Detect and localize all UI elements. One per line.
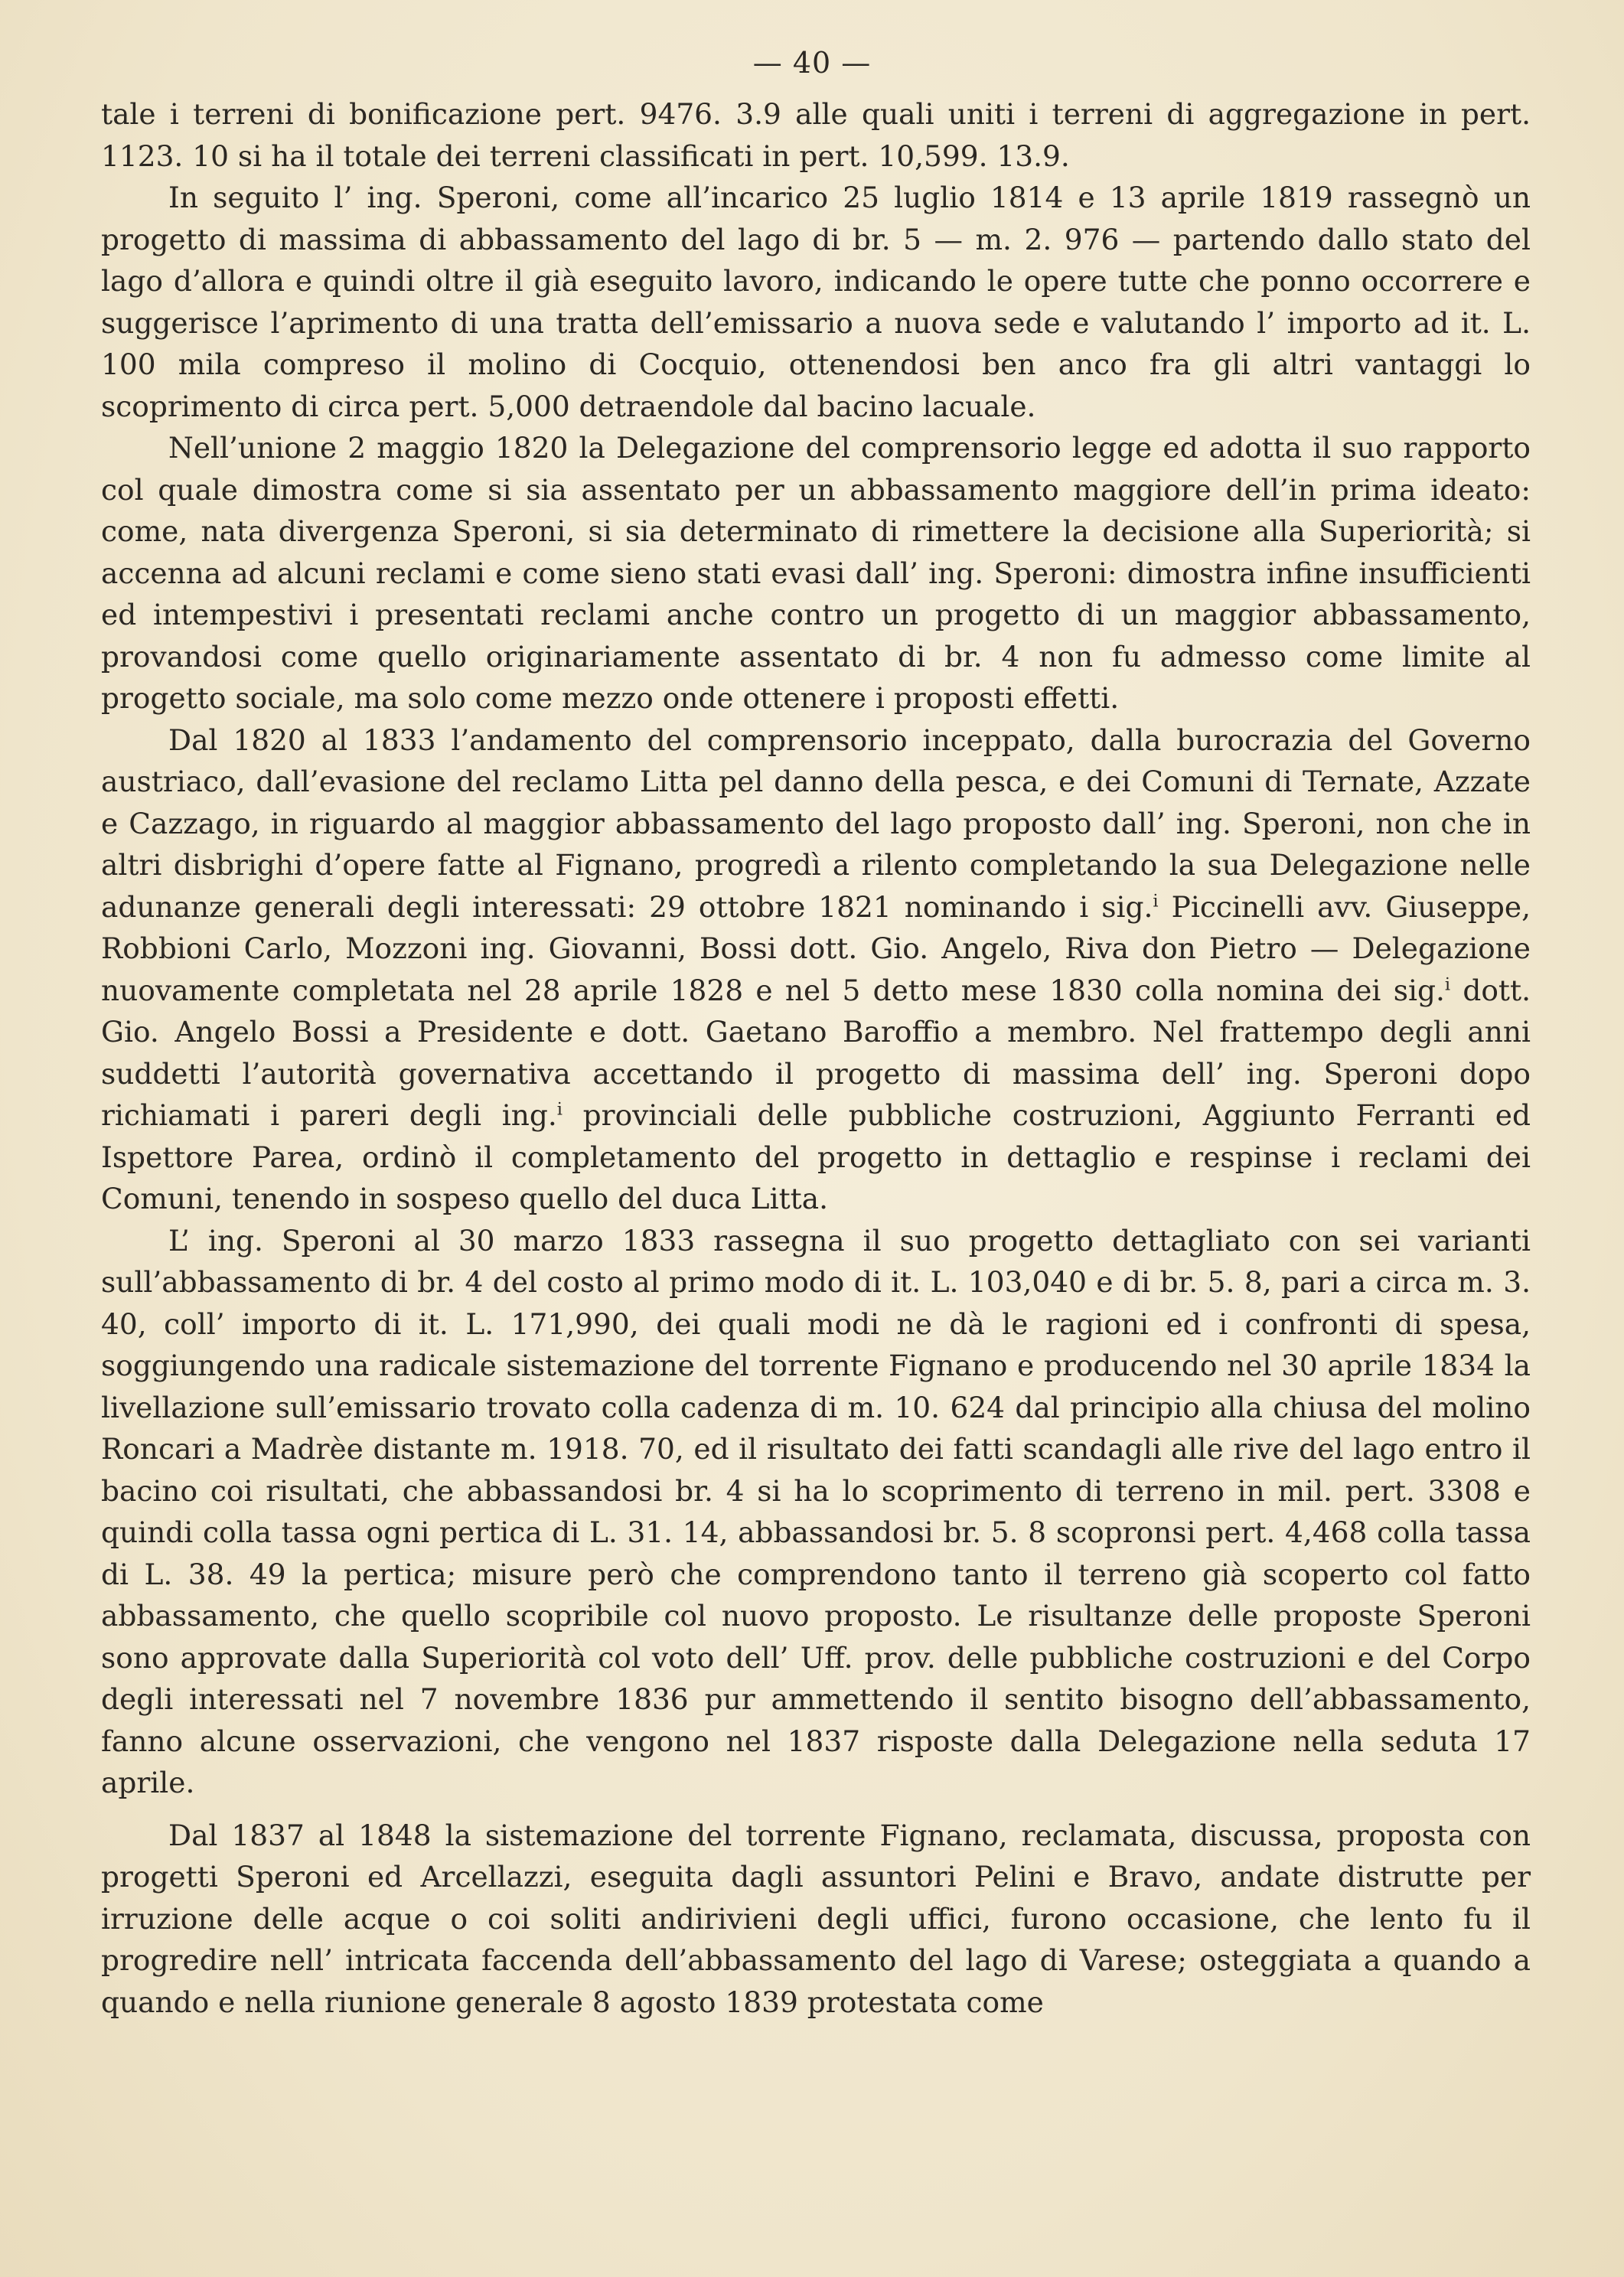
page-number: — 40 — (752, 46, 872, 80)
paragraph-2: In seguito l’ ing. Speroni, come all’incarico 25 luglio 1814 e 13 aprile 1819 rassegnò un progetto di massima di abbassamento del lago di br. 5 — m. 2. 976 — partendo dallo stato del lago d’allora e quindi oltre il già eseguito lavoro, indicando le opere tutte che ponno occorrere e suggerisce l’aprimento di una tratta dell’emissario a nuova sede e valutando l’ importo ad it. L. 100 mila compreso il molino di Cocquio, ottenendosi ben anco fra gli altri vantaggi lo scoprimento di circa pert. 5,000 detraendole dal bacino lacuale. (101, 181, 1531, 423)
body-text (101, 93, 1531, 2023)
paragraph-4-text: provinciali delle pubbliche costruzioni, Aggiunto Ferranti ed Ispettore Parea, ordinò il completamento del progetto in dettaglio e respinse i reclami dei Comuni, tenendo in sospeso quello del duca Litta. (101, 1098, 1531, 1215)
paragraph-4-text: Dal 1820 al 1833 l’andamento del comprensorio inceppato, dalla burocrazia del Governo austriaco, dall’evasione del reclamo Litta pel danno della pesca, e dei Comuni di Ternate, Azzate e Cazzago, in riguardo al maggior abbassamento del lago proposto dall’ ing. Speroni, non che in altri disbrighi d’opere fatte al Fignano, progredì a rilento completando la sua Delegazione nelle adunanze generali degli interessati: 29 ottobre 1821 nominando i sig. (101, 723, 1531, 924)
abbreviation-superscript: i (556, 1099, 563, 1120)
paragraph-4 (101, 719, 1531, 1220)
paragraph-4-text: Piccinelli avv. Giuseppe, Robbioni Carlo, Mozzoni ing. Giovanni, Bossi dott. Gio. Angelo, Riva don Pietro — Delegazione nuovamente completata nel 28 aprile 1828 e nel 5 detto mese 1830 colla nomina dei sig. (101, 889, 1531, 1007)
abbreviation-superscript: i (1153, 891, 1159, 911)
paragraph-1: tale i terreni di bonificazione pert. 9476. 3.9 alle quali uniti i terreni di aggregazione in pert. 1123. 10 si ha il totale dei terreni classificati in pert. 10,599. 13.9. (101, 97, 1531, 173)
paragraph-5: L’ ing. Speroni al 30 marzo 1833 rassegna il suo progetto dettagliato con sei varianti sull’abbassamento di br. 4 del costo al primo modo di it. L. 103,040 e di br. 5. 8, pari a circa m. 3. 40, coll’ importo di it. L. 171,990, dei quali modi ne dà le ragioni ed i confronti di spesa, soggiungendo una radicale sistemazione del torrente Fignano e producendo nel 30 aprile 1834 la livellazione sull’emissario trovato colla cadenza di m. 10. 624 dal principio alla chiusa del molino Roncari a Madrèe distante m. 1918. 70, ed il risultato dei fatti scandagli alle rive del lago entro il bacino coi risultati, che abbassandosi br. 4 si ha lo scoprimento di terreno in mil. pert. 3308 e quindi colla tassa ogni pertica di L. 31. 14, abbassandosi br. 5. 8 scopronsi pert. 4,468 colla tassa di L. 38. 49 la pertica; misure però che comprendono tanto il terreno già scoperto col fatto abbassamento, che quello scopribile col nuovo proposto. Le risultanze delle proposte Speroni sono approvate dalla Superiorità col voto dell’ Uff. prov. delle pubbliche costruzioni e del Corpo degli interessati nel 7 novembre 1836 pur ammettendo il sentito bisogno dell’abbassamento, fanno alcune osservazioni, che vengono nel 1837 risposte dalla Delegazione nella seduta 17 aprile. (101, 1223, 1531, 1799)
abbreviation-superscript: i (1444, 974, 1451, 994)
paragraph-6: Dal 1837 al 1848 la sistemazione del torrente Fignano, reclamata, discussa, proposta con progetti Speroni ed Arcellazzi, eseguita dagli assuntori Pelini e Bravo, andate distrutte per irruzione delle acque o coi soliti andirivieni degli uffici, furono occasione, che lento fu il progredire nell’ intricata faccenda dell’abbassamento del lago di Varese; osteggiata a quando a quando e nella riunione generale 8 agosto 1839 protestata come (101, 1818, 1531, 2019)
paragraph-4-text: dott. Gio. Angelo Bossi a Presidente e dott. Gaetano Baroffio a membro. Nel frattempo degli anni suddetti l’autorità governativa accettando il progetto di massima dell’ ing. Speroni dopo richiamati i pareri degli ing. (101, 973, 1531, 1132)
paragraph-3: Nell’unione 2 maggio 1820 la Delegazione del comprensorio legge ed adotta il suo rapporto col quale dimostra come si sia assentato per un abbassamento maggiore dell’in prima ideato: come, nata divergenza Speroni, si sia determinato di rimettere la decisione alla Superiorità; si accenna ad alcuni reclami e come sieno stati evasi dall’ ing. Speroni: dimostra infine insufficienti ed intempestivi i presentati reclami anche contro un progetto di un maggior abbassamento, provandosi come quello originariamente assentato di br. 4 non fu admesso come limite al progetto sociale, ma solo come mezzo onde ottenere i proposti effetti. (101, 431, 1531, 715)
